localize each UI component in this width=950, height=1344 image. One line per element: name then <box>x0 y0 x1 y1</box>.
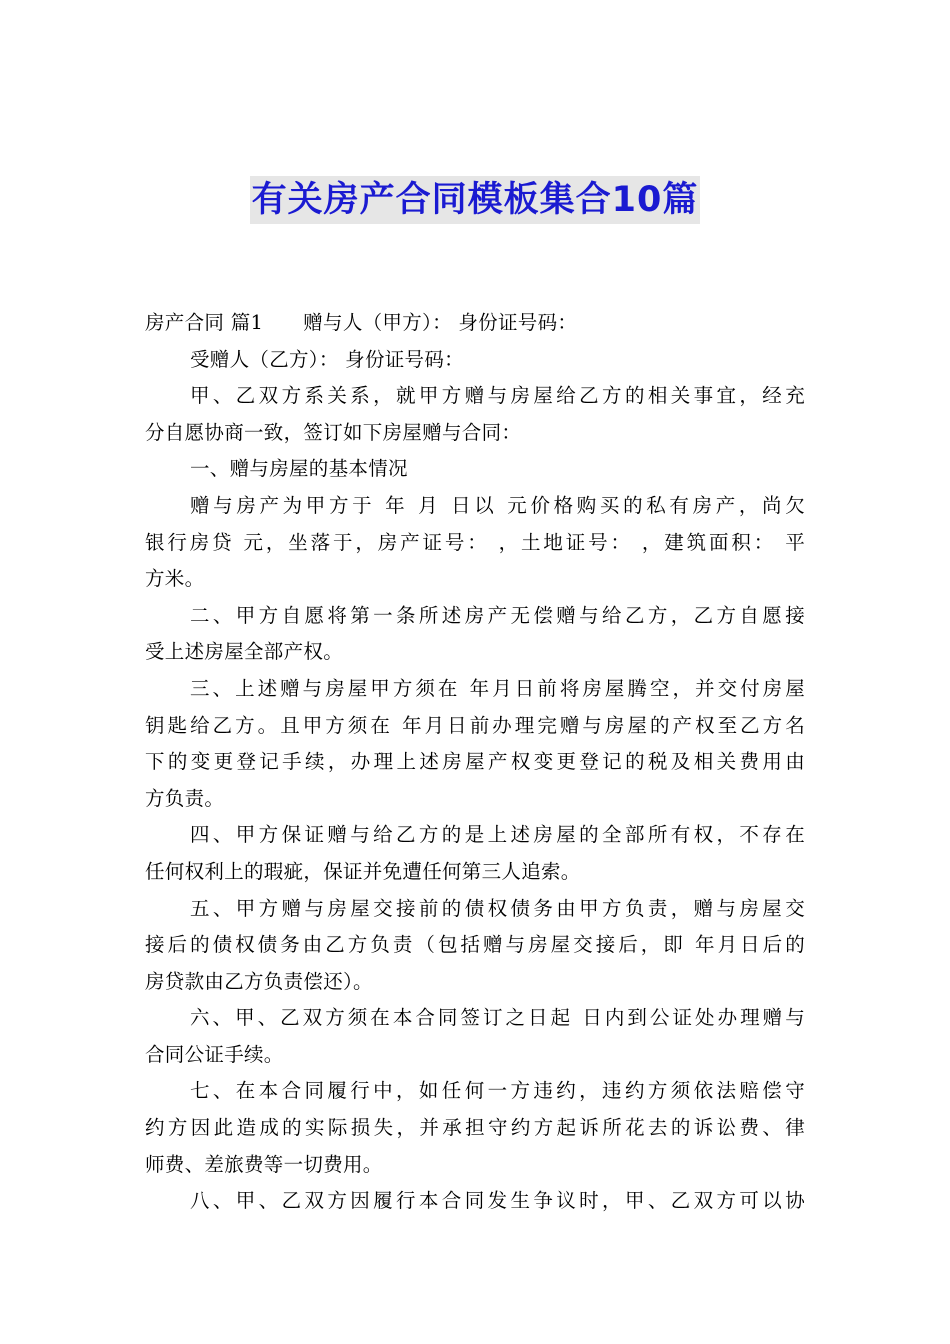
paragraph-line: 钥匙给乙方。且甲方须在 年月日前办理完赠与房屋的产权至乙方名 <box>145 713 805 737</box>
contract-section-label: 房产合同 篇1 <box>145 311 264 334</box>
document-body <box>145 305 805 1220</box>
document-title: 有关房产合同模板集合10篇 <box>250 176 701 224</box>
donor-field-label: 赠与人（甲方）： 身份证号码： <box>303 311 578 334</box>
paragraph-line: 受上述房屋全部产权。 <box>145 640 344 664</box>
paragraph-line: 接后的债权债务由乙方负责（包括赠与房屋交接后，即 年月日后的 <box>145 933 805 957</box>
paragraph-line: 任何权利上的瑕疵，保证并免遭任何第三人追索。 <box>145 859 581 883</box>
paragraph-line: 八、甲、乙双方因履行本合同发生争议时，甲、乙双方可以协 <box>190 1189 805 1213</box>
paragraph-line: 分自愿协商一致，签订如下房屋赠与合同： <box>145 420 522 444</box>
paragraph-line: 约方因此造成的实际损失，并承担守约方起诉所花去的诉讼费、律 <box>145 1116 805 1140</box>
paragraph-line: 赠与房产为甲方于 年 月 日以 元价格购买的私有房产，尚欠 <box>190 493 805 517</box>
paragraph-line: 下的变更登记手续，办理上述房屋产权变更登记的税及相关费用由 <box>145 750 805 774</box>
paragraph-line: 银行房贷 元，坐落于，房产证号： ，土地证号： ，建筑面积： 平 <box>145 530 805 554</box>
paragraph-line: 六、甲、乙双方须在本合同签订之日起 日内到公证处办理赠与 <box>190 1006 805 1030</box>
paragraph-line: 合同公证手续。 <box>145 1042 284 1066</box>
paragraph-line: 二、甲方自愿将第一条所述房产无偿赠与给乙方，乙方自愿接 <box>190 603 805 627</box>
paragraph-line: 受赠人（乙方）： 身份证号码： <box>190 347 464 371</box>
paragraph-line: 师费、差旅费等一切费用。 <box>145 1152 383 1176</box>
paragraph-line: 三、上述赠与房屋甲方须在 年月日前将房屋腾空，并交付房屋 <box>190 676 805 700</box>
paragraph-line: 甲、乙双方系关系，就甲方赠与房屋给乙方的相关事宜，经充 <box>190 384 805 408</box>
paragraph-line: 方米。 <box>145 567 205 591</box>
header-line <box>145 305 805 342</box>
paragraph-line: 方负责。 <box>145 786 225 810</box>
paragraph-line: 房贷款由乙方负责偿还）。 <box>145 969 373 993</box>
paragraph-line: 七、在本合同履行中，如任何一方违约，违约方须依法赔偿守 <box>190 1079 805 1103</box>
section-heading: 一、赠与房屋的基本情况 <box>190 457 408 481</box>
paragraph-line: 四、甲方保证赠与给乙方的是上述房屋的全部所有权，不存在 <box>190 823 805 847</box>
title-container <box>0 176 950 224</box>
paragraph-line: 五、甲方赠与房屋交接前的债权债务由甲方负责，赠与房屋交 <box>190 896 805 920</box>
